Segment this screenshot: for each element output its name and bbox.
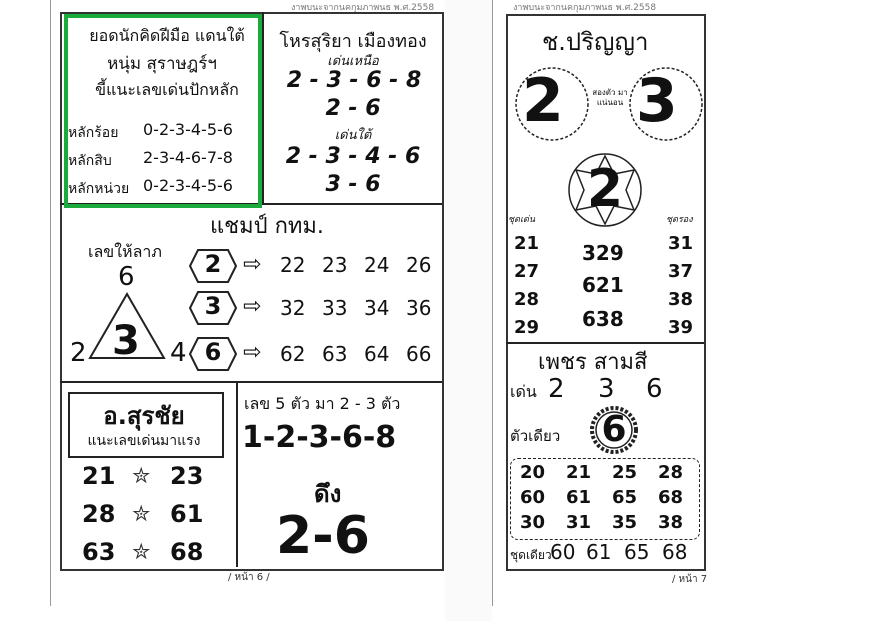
- right-page-number: / หน้า 7: [672, 574, 708, 585]
- petch-grid-1-1: 61: [566, 487, 592, 508]
- petch-chud-3: 68: [662, 540, 688, 564]
- star-icon: ✮: [132, 464, 151, 489]
- surachai-lek-value: 1-2-3-6-8: [242, 420, 397, 455]
- parinya-row-l-3: 29: [514, 317, 540, 338]
- parinya-row-m-0: 329: [582, 241, 624, 265]
- parinya-col-left-label: ชุดเด่น: [508, 215, 536, 225]
- star-icon: ✮: [132, 502, 151, 527]
- parinya-center-label: สองตัว มาแน่นอน: [592, 88, 628, 107]
- green-line1: ยอดนักคิดฝีมือ แดนใต้: [89, 26, 245, 45]
- right-header-title: งาพบนะจากนค: [513, 3, 574, 13]
- green-row-label-0: หลักร้อย: [68, 125, 119, 141]
- petch-grid-0-1: 21: [566, 462, 592, 483]
- surachai-pair-b-2: 68: [170, 538, 204, 566]
- hora-line2: 2 - 6: [325, 96, 381, 121]
- green-row-value-2: 0-2-3-4-5-6: [143, 176, 233, 195]
- petch-grid-0-0: 20: [520, 462, 546, 483]
- green-row-value-0: 0-2-3-4-5-6: [143, 120, 233, 139]
- green-line2: หนุ่ม สุราษฎร์ฯ: [107, 54, 217, 74]
- left-header-title: งาพบนะจากนค: [291, 3, 352, 13]
- champ-val-1-2: 34: [364, 296, 390, 320]
- parinya-star-num: 2: [586, 159, 624, 219]
- parinya-row-m-1: 621: [582, 273, 624, 297]
- champ-arrow-1: ⇨: [243, 294, 262, 319]
- hora-sub1: เด่นเหนือ: [327, 54, 379, 69]
- champ-val-0-1: 23: [322, 253, 348, 277]
- parinya-row-m-2: 638: [582, 307, 624, 331]
- parinya-row-r-0: 31: [668, 233, 694, 254]
- surachai-lek-label: เลข 5 ตัว มา 2 - 3 ตัว: [244, 394, 401, 413]
- petch-title: เพชร สามสี: [538, 350, 648, 375]
- champ-key-2: 6: [204, 338, 222, 366]
- petch-grid-1-2: 65: [612, 487, 638, 508]
- champ-key-1: 3: [204, 292, 222, 320]
- champ-center-num: 3: [112, 318, 140, 364]
- petch-den-0: 2: [548, 374, 565, 404]
- petch-single-label: ตัวเดียว: [510, 427, 561, 445]
- champ-title: แชมป์ กทม.: [210, 214, 324, 239]
- petch-grid-1-0: 60: [520, 487, 546, 508]
- champ-val-0-2: 24: [364, 253, 390, 277]
- green-row-value-1: 2-3-4-6-7-8: [143, 148, 233, 167]
- parinya-big-left: 2: [522, 66, 564, 136]
- petch-grid-0-2: 25: [612, 462, 638, 483]
- petch-den-1: 3: [598, 374, 615, 404]
- parinya-col-right-label: ชุดรอง: [666, 215, 693, 225]
- left-page-number: / หน้า 6 /: [228, 572, 270, 583]
- star-icon: ✮: [132, 540, 151, 565]
- champ-key-0: 2: [204, 250, 222, 278]
- parinya-row-r-3: 39: [668, 317, 694, 338]
- petch-grid-2-3: 38: [658, 512, 684, 533]
- parinya-row-l-0: 21: [514, 233, 540, 254]
- champ-val-2-3: 66: [406, 342, 432, 366]
- parinya-row-l-2: 28: [514, 289, 540, 310]
- hora-line1: 2 - 3 - 6 - 8: [286, 68, 422, 93]
- champ-val-0-3: 26: [406, 253, 432, 277]
- hora-title: โหรสุริยา เมืองทอง: [279, 31, 427, 52]
- hora-sub2: เด่นใต้: [334, 128, 372, 143]
- right-header-date: กุมภาพนธ พ.ศ.2558: [573, 3, 657, 13]
- page-gutter: [445, 0, 492, 621]
- champ-val-2-2: 64: [364, 342, 390, 366]
- green-line3: ขี้แนะเลขเด่นปักหลัก: [95, 80, 239, 99]
- parinya-big-right: 3: [636, 66, 678, 136]
- champ-right-num: 4: [170, 338, 187, 368]
- surachai-pair-b-1: 61: [170, 500, 204, 528]
- surachai-pair-a-0: 21: [82, 462, 116, 490]
- surachai-tagline: แนะเลขเด่นมาแรง: [87, 433, 201, 449]
- champ-val-2-1: 63: [322, 342, 348, 366]
- left-header-date: กุมภาพนธ พ.ศ.2558: [351, 3, 435, 13]
- petch-single-value: 6: [601, 409, 627, 450]
- surachai-pair-a-1: 28: [82, 500, 116, 528]
- petch-den-label: เด่น: [510, 382, 537, 401]
- surachai-pair-a-2: 63: [82, 538, 116, 566]
- petch-den-2: 6: [646, 374, 663, 404]
- parinya-row-r-1: 37: [668, 261, 694, 282]
- champ-left-num: 2: [70, 338, 87, 368]
- champ-val-0-0: 22: [280, 253, 306, 277]
- petch-chud-label: ชุดเดียว: [510, 548, 552, 562]
- parinya-row-l-1: 27: [514, 261, 540, 282]
- champ-val-1-3: 36: [406, 296, 432, 320]
- surachai-pair-b-0: 23: [170, 462, 204, 490]
- green-row-label-2: หลักหน่วย: [68, 181, 130, 197]
- parinya-row-r-2: 38: [668, 289, 694, 310]
- surachai-dueng-value: 2-6: [276, 506, 370, 566]
- champ-arrow-0: ⇨: [243, 252, 262, 277]
- champ-val-1-1: 33: [322, 296, 348, 320]
- champ-val-1-0: 32: [280, 296, 306, 320]
- petch-grid-1-3: 68: [658, 487, 684, 508]
- petch-chud-2: 65: [624, 540, 650, 564]
- green-row-label-1: หลักสิบ: [68, 153, 112, 169]
- petch-grid-2-0: 30: [520, 512, 546, 533]
- petch-grid-2-2: 35: [612, 512, 638, 533]
- petch-grid-0-3: 28: [658, 462, 684, 483]
- petch-grid-2-1: 31: [566, 512, 592, 533]
- parinya-title: ช.ปริญญา: [542, 28, 649, 56]
- champ-val-2-0: 62: [280, 342, 306, 366]
- surachai-name: อ.สุรชัย: [103, 402, 185, 430]
- hora-line4: 3 - 6: [325, 172, 381, 197]
- surachai-dueng-label: ดึง: [314, 480, 342, 508]
- hora-line3: 2 - 3 - 4 - 6: [285, 144, 421, 169]
- champ-top-num: 6: [118, 262, 135, 292]
- petch-chud-1: 61: [586, 540, 612, 564]
- champ-lead-label: เลขให้ลาภ: [88, 242, 162, 261]
- petch-chud-0: 60: [550, 540, 576, 564]
- champ-arrow-2: ⇨: [243, 340, 262, 365]
